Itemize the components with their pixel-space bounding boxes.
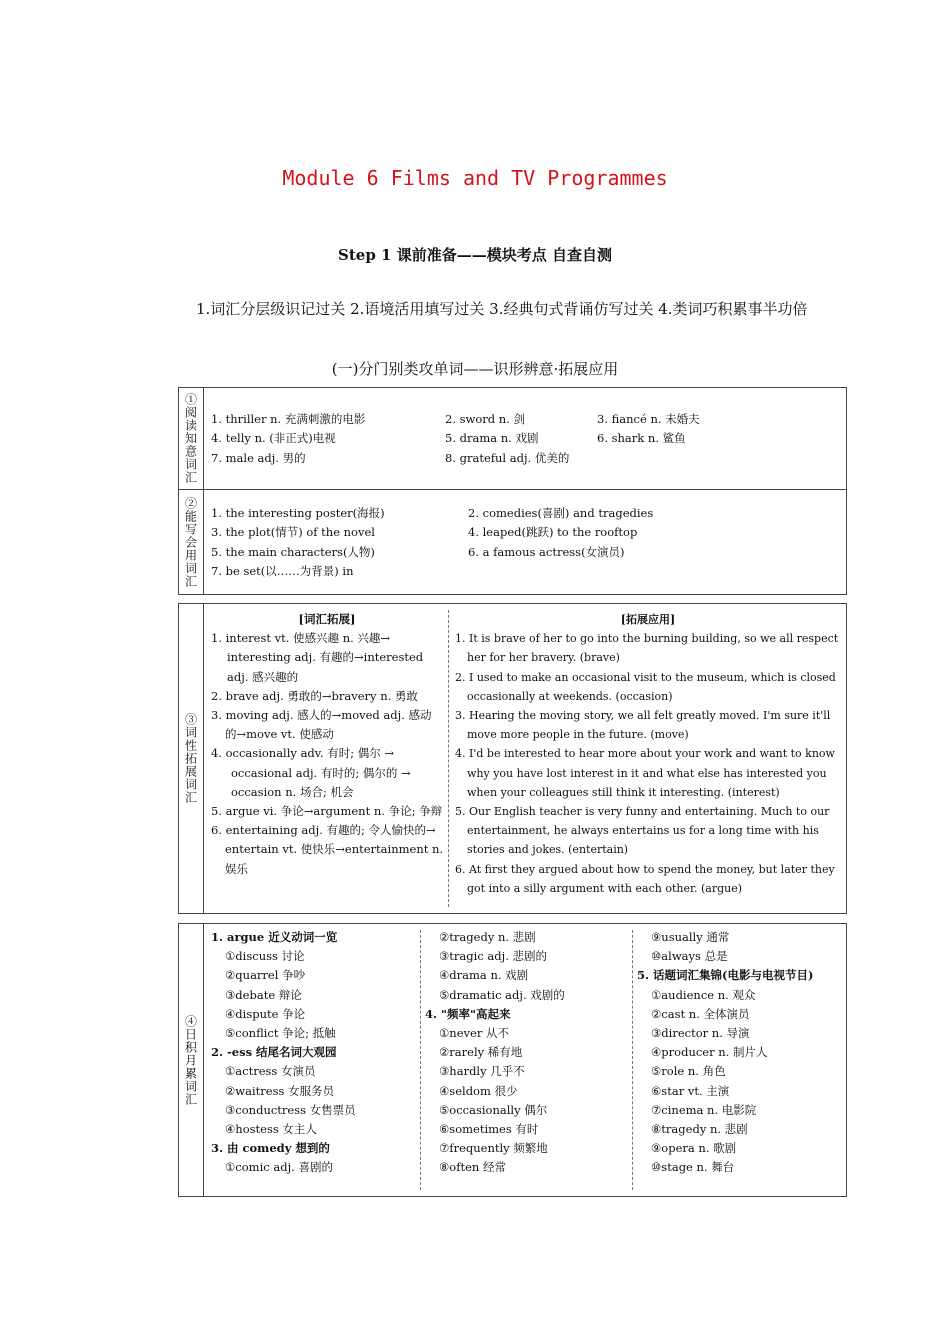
vocab-item: 6. a famous actress(女演员) xyxy=(468,545,625,559)
accum-item: ⑥sometimes 有时 xyxy=(439,1122,539,1137)
usage-line: 4. I'd be interested to hear more about your work and want to know xyxy=(455,747,835,761)
expansion-line: occasion n. 场合; 机会 xyxy=(231,784,354,799)
expansion-usage-header: [拓展应用] xyxy=(620,613,676,626)
word-expansion-header: [词汇拓展] xyxy=(298,612,356,626)
accum-item: ⑤role n. 角色 xyxy=(651,1064,726,1079)
expansion-line: 3. moving adj. 感人的→moved adj. 感动 xyxy=(211,708,432,723)
usage-line: her for her bravery. (brave) xyxy=(467,651,620,665)
usage-line: why you have lost interest in it and what else has interested you xyxy=(467,766,827,780)
vocab-item: 2. sword n. 剑 xyxy=(445,412,526,426)
accum-item: ②rarely 稀有地 xyxy=(439,1045,523,1060)
reading-vocab-box xyxy=(178,387,847,490)
expansion-line: interesting adj. 有趣的→interested xyxy=(227,650,424,665)
vocab-item: 5. drama n. 戏剧 xyxy=(445,431,539,445)
reading-vocab-label: ①阅读知意词汇 xyxy=(179,388,204,489)
writing-vocab-box xyxy=(178,489,847,595)
usage-line: occasionally at weekends. (occasion) xyxy=(467,689,673,703)
accum-item: ⑤dramatic adj. 戏剧的 xyxy=(439,987,565,1002)
intro-paragraph: 1.词汇分层级识记过关 2.语境活用填写过关 3.经典句式背诵仿写过关 4.类词巧积累事半功倍 xyxy=(196,300,808,318)
vocab-item: 4. telly n. (非正式)电视 xyxy=(211,431,336,445)
vocab-item: 5. the main characters(人物) xyxy=(211,545,375,559)
accumulation-column-2 xyxy=(425,928,630,1178)
accum-heading: 5. 话题词汇集锦(电影与电视节目) xyxy=(637,968,814,983)
vocab-item: 1. thriller n. 充满刺激的电影 xyxy=(211,412,366,426)
accum-item: ⑤occasionally 偶尔 xyxy=(439,1102,548,1117)
usage-line: 1. It is brave of her to go into the burning building, so we all respect xyxy=(455,632,839,646)
usage-line: 5. Our English teacher is very funny and entertaining. Much to our xyxy=(455,805,830,819)
expansion-line: 4. occasionally adv. 有时; 偶尔 → xyxy=(211,746,395,761)
accum-item: ⑦frequently 频繁地 xyxy=(439,1141,548,1156)
expansion-line: 娱乐 xyxy=(225,861,248,876)
vocab-item: 4. leaped(跳跃) to the rooftop xyxy=(468,525,638,539)
expansion-line: 1. interest vt. 使感兴趣 n. 兴趣→ xyxy=(211,631,391,646)
step-heading: Step 1 课前准备——模块考点 自查自测 xyxy=(338,246,612,264)
accum-item: ③director n. 导演 xyxy=(651,1026,750,1041)
page-title: Module 6 Films and TV Programmes xyxy=(282,166,668,190)
word-form-label: ③词性拓展词汇 xyxy=(179,604,204,913)
section-heading: (一)分门别类攻单词——识形辨意·拓展应用 xyxy=(331,360,619,378)
usage-line: 2. I used to make an occasional visit to the museum, which is closed xyxy=(455,670,836,684)
vocab-item: 7. be set(以……为背景) in xyxy=(211,564,354,578)
expansion-line: 2. brave adj. 勇敢的→bravery n. 勇敢 xyxy=(211,688,418,703)
accum-heading: 4. "频率"高起来 xyxy=(425,1006,511,1021)
accum-item: ③hardly 几乎不 xyxy=(439,1064,525,1079)
accum-item: ②tragedy n. 悲剧 xyxy=(439,930,536,944)
expansion-usage-column xyxy=(455,610,841,898)
accum-item: ④hostess 女主人 xyxy=(225,1122,317,1137)
accum-item: ①discuss 讨论 xyxy=(225,949,305,964)
accum-item: ④dispute 争论 xyxy=(225,1006,306,1021)
accum-item: ②waitress 女服务员 xyxy=(225,1083,335,1098)
accum-item: ①comic adj. 喜剧的 xyxy=(225,1160,333,1175)
accum-item: ②cast n. 全体演员 xyxy=(651,1006,750,1021)
accum-item: ⑨usually 通常 xyxy=(651,930,730,944)
expansion-line: occasional adj. 有时的; 偶尔的 → xyxy=(231,765,411,780)
accum-item: ⑨opera n. 歌剧 xyxy=(651,1141,737,1156)
vocab-item: 6. shark n. 鲨鱼 xyxy=(597,431,686,445)
expansion-line: 的→move vt. 使感动 xyxy=(225,727,334,742)
accum-item: ③tragic adj. 悲剧的 xyxy=(439,949,548,964)
accum-item: ⑦cinema n. 电影院 xyxy=(651,1102,757,1117)
accum-item: ①audience n. 观众 xyxy=(651,987,756,1002)
usage-line: 3. Hearing the moving story, we all felt greatly moved. I'm sure it'll xyxy=(455,709,831,723)
expansion-line: entertain vt. 使快乐→entertainment n. xyxy=(225,842,444,857)
accum-heading: 2. -ess 结尾名词大观园 xyxy=(211,1045,337,1060)
accum-item: ①actress 女演员 xyxy=(225,1064,316,1079)
writing-vocab-label: ②能写会用词汇 xyxy=(179,490,204,594)
expansion-line: adj. 感兴趣的 xyxy=(227,669,299,684)
accumulation-label: ④日积月累词汇 xyxy=(179,924,204,1196)
accum-item: ⑥star vt. 主演 xyxy=(651,1083,730,1098)
expansion-line: 5. argue vi. 争论→argument n. 争论; 争辩 xyxy=(211,804,443,819)
usage-line: got into a silly argument with each other. (argue) xyxy=(467,881,743,895)
vocab-item: 3. fiancé n. 未婚夫 xyxy=(597,412,700,426)
accum-heading: 3. 由 comedy 想到的 xyxy=(211,1141,330,1156)
vocab-item: 2. comedies(喜剧) and tragedies xyxy=(468,506,654,520)
usage-line: when your colleagues still think it interesting. (interest) xyxy=(467,785,780,799)
accum-item: ⑧tragedy n. 悲剧 xyxy=(651,1122,748,1137)
accum-item: ④drama n. 戏剧 xyxy=(439,968,529,983)
usage-line: stories and jokes. (entertain) xyxy=(467,843,629,857)
vocab-item: 1. the interesting poster(海报) xyxy=(211,506,385,520)
word-expansion-column xyxy=(211,610,443,879)
accum-item: ⑧often 经常 xyxy=(439,1160,506,1175)
accum-heading: 1. argue 近义动词一览 xyxy=(211,930,338,944)
accum-item: ③conductress 女售票员 xyxy=(225,1102,356,1117)
word-form-box xyxy=(178,603,847,914)
usage-line: 6. At first they argued about how to spend the money, but later they xyxy=(455,862,835,876)
accum-item: ⑩stage n. 舞台 xyxy=(651,1160,735,1175)
accumulation-column-1 xyxy=(211,928,416,1178)
vocab-item: 7. male adj. 男的 xyxy=(211,451,306,465)
accum-item: ⑤conflict 争论; 抵触 xyxy=(225,1026,336,1041)
accumulation-column-3 xyxy=(637,928,842,1178)
accum-item: ②quarrel 争吵 xyxy=(225,968,306,983)
accumulation-box xyxy=(178,923,847,1197)
accum-item: ③debate 辩论 xyxy=(225,987,302,1002)
accum-item: ④seldom 很少 xyxy=(439,1083,518,1098)
accum-item: ④producer n. 制片人 xyxy=(651,1045,768,1060)
vocab-item: 3. the plot(情节) of the novel xyxy=(211,525,375,539)
accum-item: ①never 从不 xyxy=(439,1026,509,1041)
vocab-item: 8. grateful adj. 优美的 xyxy=(445,451,570,465)
expansion-line: 6. entertaining adj. 有趣的; 令人愉快的→ xyxy=(211,823,436,838)
usage-line: move more people in the future. (move) xyxy=(467,728,689,742)
usage-line: entertainment, he always entertains us for a long time with his xyxy=(467,824,819,838)
accum-item: ⑩always 总是 xyxy=(651,949,728,964)
